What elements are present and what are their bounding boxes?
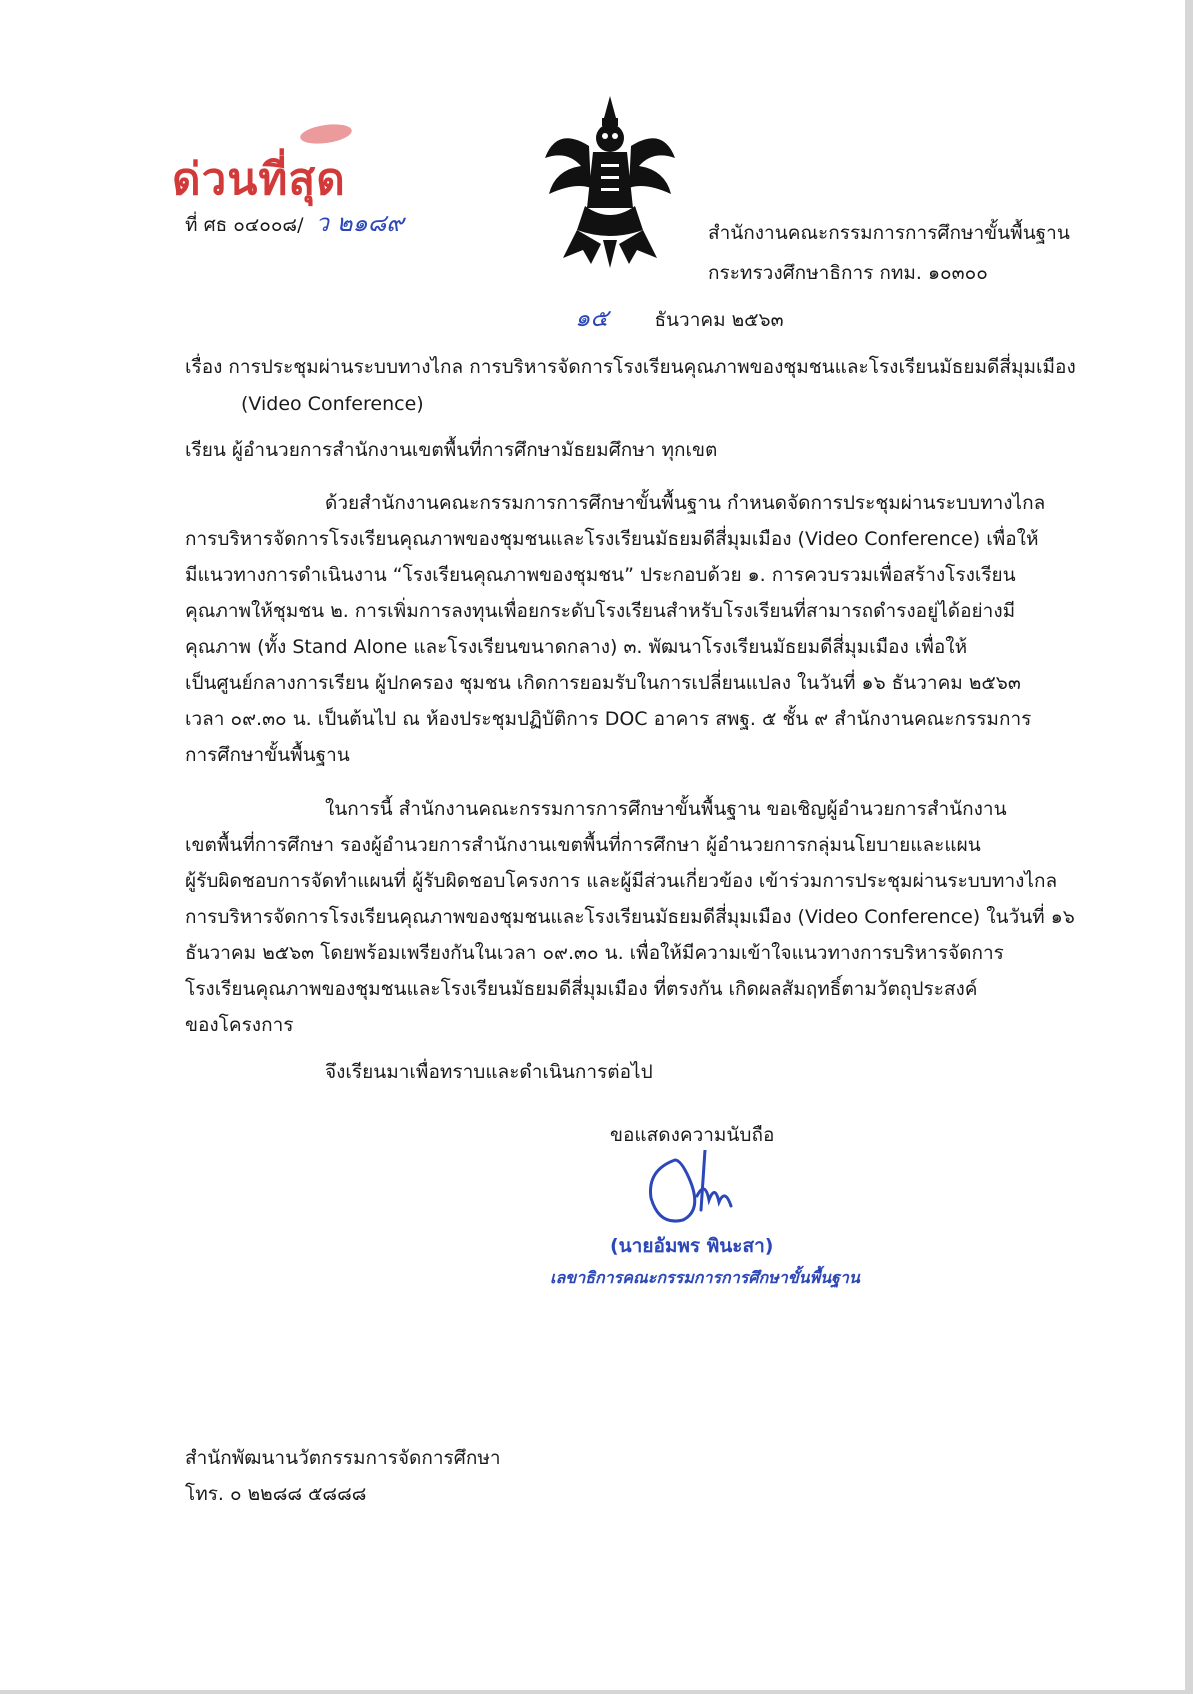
paragraph-line: เป็นศูนย์กลางการเรียน ผู้ปกครอง ชุมชน เกิดการยอมรับในการเปลี่ยนแปลง ในวันที่ ๑๖ ธันวาคม ๒๕๖๓ [185,672,1021,694]
paragraph-line: เวลา ๐๙.๓๐ น. เป็นต้นไป ณ ห้องประชุมปฏิบัติการ DOC อาคาร สพฐ. ๕ ชั้น ๙ สำนักงานคณะกรรมการ [185,708,1032,730]
scan-edge-bottom [0,1690,1193,1694]
paragraph-line: ผู้รับผิดชอบการจัดทำแผนที่ ผู้รับผิดชอบโครงการ และผู้มีส่วนเกี่ยวข้อง เข้าร่วมการประชุมผ่านระบบทางไกล [185,870,1058,892]
letter-date [575,300,784,338]
paragraph-line: การศึกษาขั้นพื้นฐาน [185,744,350,766]
closing-line: จึงเรียนมาเพื่อทราบและดำเนินการต่อไป [325,1061,653,1083]
signer-name: (นายอัมพร พินะสา) [610,1235,774,1257]
date-month-year: ธันวาคม ๒๕๖๓ [654,309,784,331]
body-paragraph-2 [185,791,1091,1043]
footer-phone: โทร. ๐ ๒๒๘๘ ๕๘๘๘ [185,1483,367,1505]
date-handwritten-day: ๑๕ [575,304,609,332]
signer-title: เลขาธิการคณะกรรมการการศึกษาขั้นพื้นฐาน [550,1268,860,1287]
reference-line [185,205,404,243]
paragraph-line: คุณภาพ (ทั้ง Stand Alone และโรงเรียนขนาดกลาง) ๓. พัฒนาโรงเรียนมัธยมดีสี่มุมเมือง เพื่อให้ [185,636,968,658]
paragraph-line: คุณภาพให้ชุมชน ๒. การเพิ่มการลงทุนเพื่อยกระดับโรงเรียนสำหรับโรงเรียนที่สามารถดำรงอยู่ได้อย่างมี [185,600,1016,622]
paragraph-line: การบริหารจัดการโรงเรียนคุณภาพของชุมชนและโรงเรียนมัธยมดีสี่มุมเมือง (Video Conference) เพื่อให้ [185,528,1039,550]
office-name: สำนักงานคณะกรรมการการศึกษาขั้นพื้นฐาน [708,222,1070,244]
reference-handwritten-number: ว ๒๑๘๙ [315,209,404,237]
paragraph-line: เขตพื้นที่การศึกษา รองผู้อำนวยการสำนักงานเขตพื้นที่การศึกษา ผู้อำนวยการกลุ่มนโยบายและแผน [185,834,981,856]
paragraph-line: มีแนวทางการดำเนินงาน “โรงเรียนคุณภาพของชุมชน” ประกอบด้วย ๑. การควบรวมเพื่อสร้างโรงเรียน [185,564,1016,586]
paragraph-line: ด้วยสำนักงานคณะกรรมการการศึกษาขั้นพื้นฐาน กำหนดจัดการประชุมผ่านระบบทางไกล [325,492,1046,514]
subject-line-2: (Video Conference) [241,393,424,415]
paragraph-line: ธันวาคม ๒๕๖๓ โดยพร้อมเพรียงกันในเวลา ๐๙.๓๐ น. เพื่อให้มีความเข้าใจแนวทางการบริหารจัดการ [185,942,1004,964]
footer-department: สำนักพัฒนานวัตกรรมการจัดการศึกษา [185,1447,501,1469]
paragraph-line: การบริหารจัดการโรงเรียนคุณภาพของชุมชนและโรงเรียนมัธยมดีสี่มุมเมือง (Video Conference) ในวันที่ ๑๖ [185,906,1075,928]
stamp-smudge [299,121,353,146]
subject-line-1: เรื่อง การประชุมผ่านระบบทางไกล การบริหารจัดการโรงเรียนคุณภาพของชุมชนและโรงเรียนมัธยมดีสี่มุมเมือง [185,356,1076,378]
garuda-emblem-icon [535,90,685,270]
body-paragraph-1 [185,485,1091,773]
paragraph-line: ของโครงการ [185,1014,294,1036]
urgency-stamp: ด่วนที่สุด [172,154,346,205]
reference-number: ที่ ศธ ๐๔๐๐๘/ [185,214,304,236]
office-address: กระทรวงศึกษาธิการ กทม. ๑๐๓๐๐ [708,262,988,284]
scan-edge-right [1185,0,1193,1694]
salutation: เรียน ผู้อำนวยการสำนักงานเขตพื้นที่การศึกษามัธยมศึกษา ทุกเขต [185,439,718,461]
signature-image [645,1150,765,1230]
paragraph-line: โรงเรียนคุณภาพของชุมชนและโรงเรียนมัธยมดีสี่มุมเมือง ที่ตรงกัน เกิดผลสัมฤทธิ์ตามวัตถุประสงค์ [185,978,978,1000]
paragraph-line: ในการนี้ สำนักงานคณะกรรมการการศึกษาขั้นพื้นฐาน ขอเชิญผู้อำนวยการสำนักงาน [325,798,1007,820]
regards-line: ขอแสดงความนับถือ [610,1124,775,1146]
